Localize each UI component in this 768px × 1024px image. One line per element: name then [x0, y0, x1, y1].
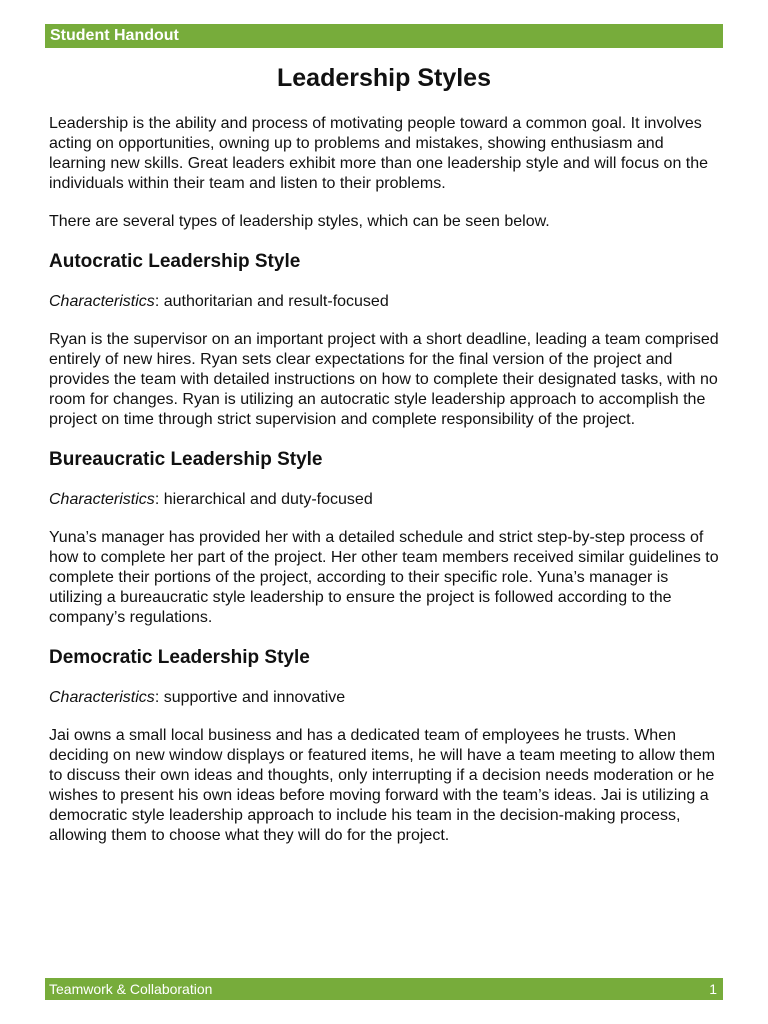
page-number: 1 — [709, 981, 717, 997]
header-label: Student Handout — [50, 27, 179, 44]
section-heading: Autocratic Leadership Style — [49, 251, 301, 272]
intro-paragraph: Leadership is the ability and process of motivating people toward a common goal. It involves acting on opportunities, owning up to problems and mistakes, showing enthusiasm and learning new skills. Great leaders exhibit more than one leadership style and will focus on the individuals within their team and listen to their problems. — [49, 115, 709, 192]
section-paragraph: Ryan is the supervisor on an important project with a short deadline, leading a team comprised entirely of new hires. Ryan sets clear expectations for the final version of the project and provides the team with detailed instructions on how to complete their designated tasks, with no room for changes. Ryan is utilizing an autocratic style leadership approach to accomplish the project on time through strict supervision and complete responsibility of the project. — [49, 331, 719, 428]
characteristics-text: : hierarchical and duty-focused — [154, 491, 373, 508]
footer-label: Teamwork & Collaboration — [49, 981, 213, 997]
footer-bar — [45, 978, 723, 1000]
document-body — [49, 114, 719, 864]
intro-paragraph: There are several types of leadership styles, which can be seen below. — [49, 213, 550, 230]
characteristics-line — [49, 688, 719, 708]
section-paragraph: Yuna’s manager has provided her with a detailed schedule and strict step-by-step process of how to complete her part of the project. Her other team members received similar guidelines to complete their portions of the project, according to their specific role. Yuna’s manager is utilizing a bureaucratic style leadership to ensure the project is followed according to the company’s regulations. — [49, 529, 719, 626]
section-paragraph: Jai owns a small local business and has a dedicated team of employees he trusts. When deciding on new window displays or featured items, he will have a team meeting to allow them to discuss their own ideas and thoughts, only interrupting if a decision needs moderation or he wishes to present his own ideas before moving forward with the team’s ideas. Jai is utilizing a democratic style leadership approach to include his team in the decision-making process, allowing them to choose what they will do for the project. — [49, 727, 716, 844]
characteristics-label: Characteristics — [49, 689, 155, 706]
section-bureaucratic — [49, 448, 719, 628]
section-democratic — [49, 646, 719, 846]
section-heading: Bureaucratic Leadership Style — [49, 449, 323, 470]
page-title: Leadership Styles — [277, 64, 491, 92]
section-heading: Democratic Leadership Style — [49, 647, 310, 668]
characteristics-text: : supportive and innovative — [154, 689, 346, 706]
characteristics-text: : authoritarian and result-focused — [154, 293, 389, 310]
characteristics-line — [49, 292, 719, 312]
characteristics-label: Characteristics — [49, 293, 155, 310]
characteristics-line — [49, 490, 719, 510]
section-autocratic — [49, 250, 719, 430]
characteristics-label: Characteristics — [49, 491, 155, 508]
header-bar — [45, 24, 723, 48]
